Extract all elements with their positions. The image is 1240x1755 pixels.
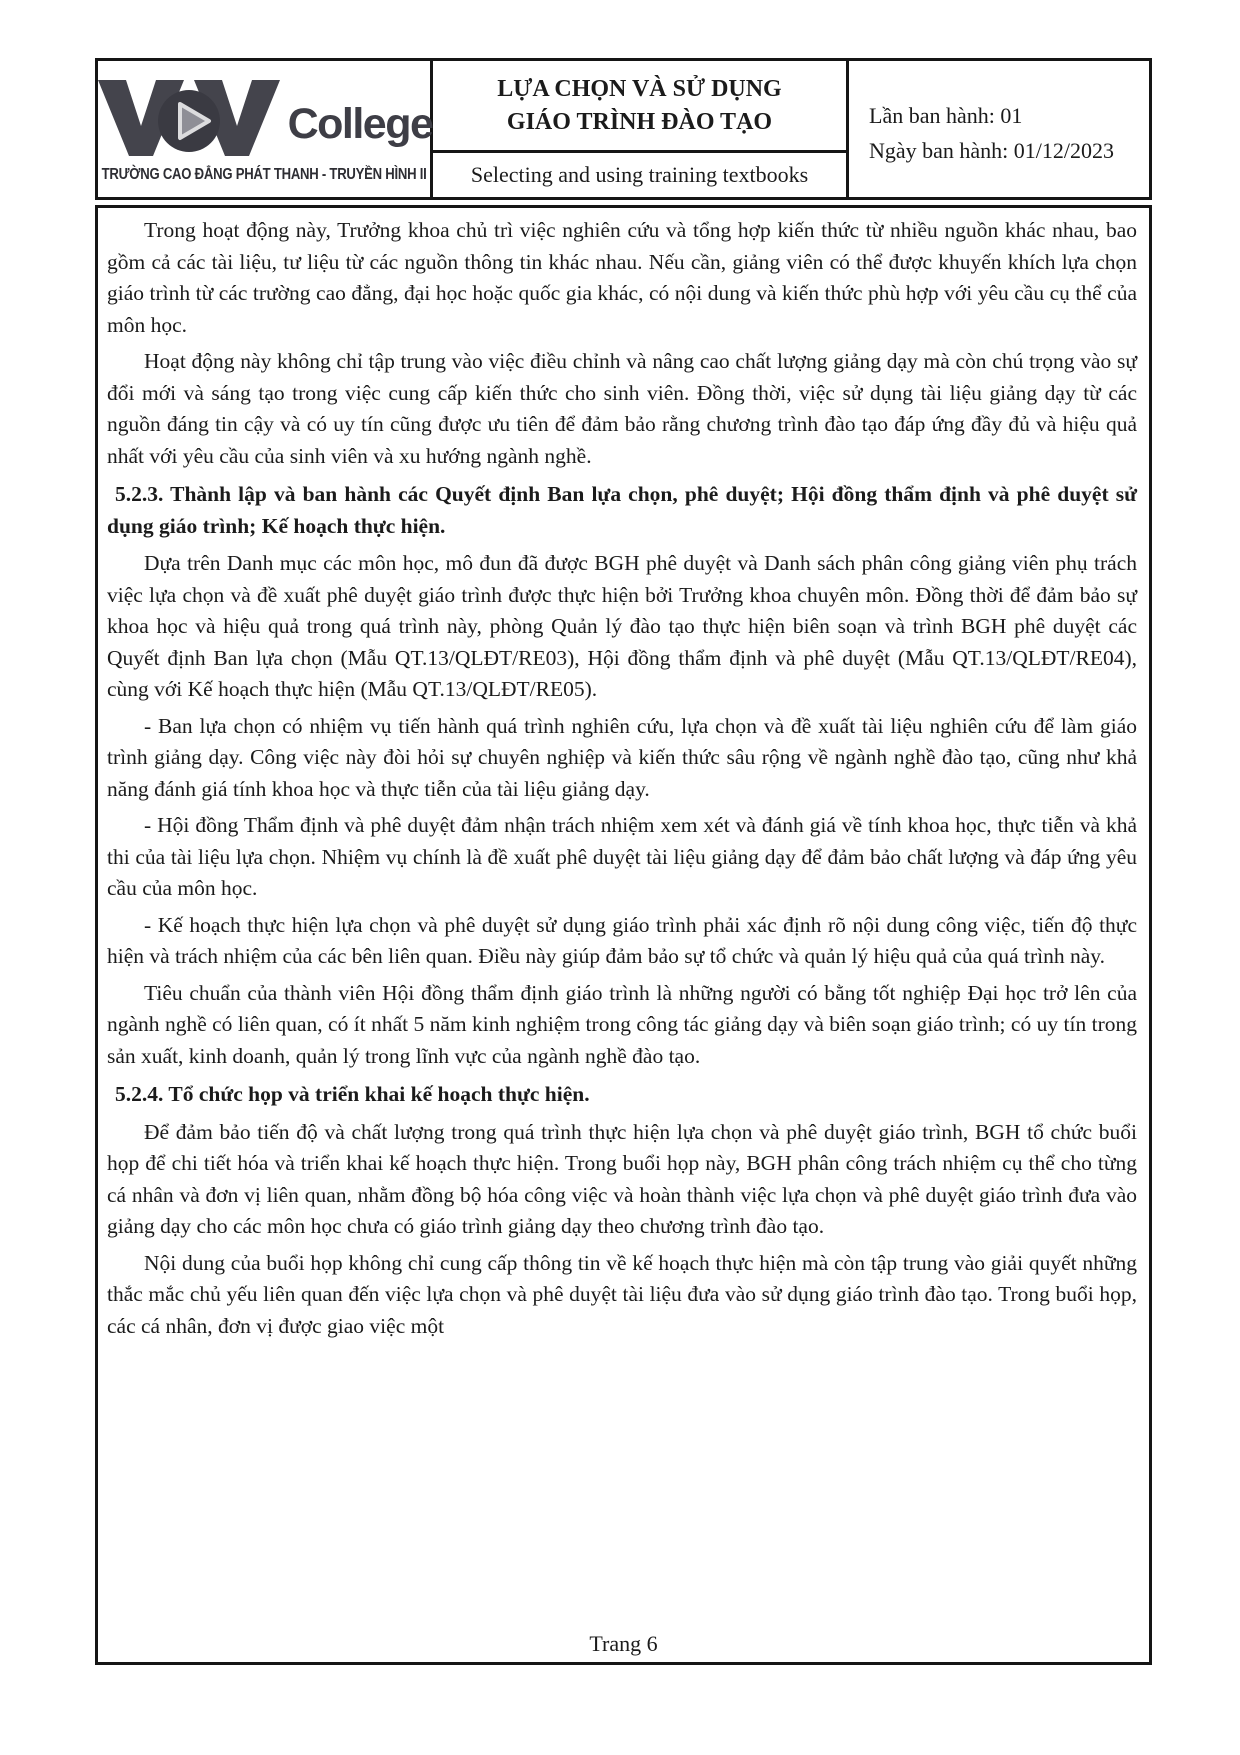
body-paragraph: Nội dung của buổi họp không chỉ cung cấp thông tin về kế hoạch thực hiện mà còn tập trung vào giải quyết những thắc mắc chủ yếu liên quan đến việc lựa chọn và phê duyệt tài liệu đưa vào sử dụng giáo trình đào tạo. Trong buổi họp, các cá nhân, đơn vị được giao việc một [107, 1250, 1137, 1338]
title-cell [433, 61, 849, 197]
document-title-en: Selecting and using training textbooks [470, 162, 809, 187]
revision-number: Lần ban hành: 01 [869, 103, 1023, 128]
body-paragraph: Để đảm bảo tiến độ và chất lượng trong quá trình thực hiện lựa chọn và phê duyệt giáo trình, BGH tổ chức buổi họp để chi tiết hóa và triển khai kế hoạch thực hiện. Trong buổi họp này, BGH phân công trách nhiệm cụ thể cho từng cá nhân và đơn vị liên quan, nhằm đồng bộ hóa công việc và hoàn thành việc lựa chọn và phê duyệt giáo trình đưa vào giảng dạy cho các môn học chưa có giáo trình giảng dạy theo chương trình đào tạo. [107, 1119, 1137, 1238]
section-heading: 5.2.4. Tổ chức họp và triển khai kế hoạch thực hiện. [115, 1082, 590, 1106]
bullet-paragraph: - Hội đồng Thẩm định và phê duyệt đảm nhận trách nhiệm xem xét và đánh giá về tính khoa học, thực tiễn và khả thi của tài liệu lựa chọn. Nhiệm vụ chính là đề xuất phê duyệt tài liệu giảng dạy để đảm bảo chất lượng và đáp ứng yêu cầu của môn học. [107, 813, 1137, 900]
college-wordmark: College [287, 99, 433, 148]
vov-logo [96, 74, 433, 160]
document-body-box [95, 205, 1152, 1665]
school-name-caption: TRƯỜNG CAO ĐẲNG PHÁT THANH - TRUYỀN HÌNH II [101, 166, 427, 183]
bullet-paragraph: - Ban lựa chọn có nhiệm vụ tiến hành quá trình nghiên cứu, lựa chọn và đề xuất tài liệu nghiên cứu để làm giáo trình giảng dạy. Công việc này đòi hỏi sự chuyên nghiệp và kiến thức sâu rộng về ngành nghề đào tạo, cũng như khả năng đánh giá tính khoa học và thực tiễn của tài liệu giảng dạy. [107, 713, 1137, 801]
issue-info-cell [849, 61, 1149, 197]
logo-cell [98, 61, 433, 197]
body-paragraph: Hoạt động này không chỉ tập trung vào việc điều chỉnh và nâng cao chất lượng giảng dạy mà còn chú trọng vào sự đổi mới và sáng tạo trong việc cung cấp kiến thức cho sinh viên. Đồng thời, việc sử dụng tài liệu giảng dạy từ các nguồn đáng tin cậy và có uy tín cũng được ưu tiên để đảm bảo rằng chương trình đào tạo đáp ứng đầy đủ và hiệu quả nhất với yêu cầu của sinh viên và xu hướng ngành nghề. [107, 349, 1137, 468]
document-sheet [95, 58, 1152, 1665]
section-heading: 5.2.3. Thành lập và ban hành các Quyết định Ban lựa chọn, phê duyệt; Hội đồng thẩm định và phê duyệt sử dụng giáo trình; Kế hoạch thực hiện. [107, 482, 1137, 538]
vov-logo-icon [96, 74, 282, 160]
issue-date: Ngày ban hành: 01/12/2023 [869, 138, 1115, 163]
document-title-vi-line1: LỰA CHỌN VÀ SỬ DỤNG [497, 75, 782, 102]
document-title-vi [433, 61, 846, 153]
bullet-paragraph: - Kế hoạch thực hiện lựa chọn và phê duyệt sử dụng giáo trình phải xác định rõ nội dung công việc, tiến độ thực hiện và trách nhiệm của các bên liên quan. Điều này giúp đảm bảo sự tổ chức và quản lý hiệu quả của quá trình này. [107, 912, 1137, 968]
page-number: Trang 6 [589, 1631, 658, 1656]
body-paragraph: Dựa trên Danh mục các môn học, mô đun đã được BGH phê duyệt và Danh sách phân công giảng viên phụ trách việc lựa chọn và đề xuất phê duyệt giáo trình được thực hiện bởi Trưởng khoa chuyên môn. Đồng thời để đảm bảo sự khoa học và hiệu quả trong quá trình này, phòng Quản lý đào tạo thực hiện biên soạn và trình BGH phê duyệt các Quyết định Ban lựa chọn (Mẫu QT.13/QLĐT/RE03), Hội đồng thẩm định và phê duyệt (Mẫu QT.13/QLĐT/RE04), cùng với Kế hoạch thực hiện (Mẫu QT.13/QLĐT/RE05). [107, 551, 1137, 701]
document-body [107, 215, 1137, 1342]
scan-artifact [95, 406, 97, 420]
body-paragraph: Tiêu chuẩn của thành viên Hội đồng thẩm định giáo trình là những người có bằng tốt nghiệp Đại học trở lên của ngành nghề có liên quan, có ít nhất 5 năm kinh nghiệm trong công tác giảng dạy và biên soạn giáo trình; có uy tín trong sản xuất, kinh doanh, quản lý trong lĩnh vực của ngành nghề đào tạo. [107, 980, 1137, 1068]
document-header-table [95, 58, 1152, 200]
body-paragraph: Trong hoạt động này, Trưởng khoa chủ trì việc nghiên cứu và tổng hợp kiến thức từ nhiều nguồn khác nhau, bao gồm cả các tài liệu, tư liệu từ các nguồn thông tin khác nhau. Nếu cần, giảng viên có thể được khuyến khích lựa chọn giáo trình từ các trường cao đẳng, đại học hoặc quốc gia khác, có nội dung và kiến thức phù hợp với yêu cầu cụ thể của môn học. [107, 218, 1137, 337]
document-title-vi-line2: GIÁO TRÌNH ĐÀO TẠO [506, 108, 773, 135]
